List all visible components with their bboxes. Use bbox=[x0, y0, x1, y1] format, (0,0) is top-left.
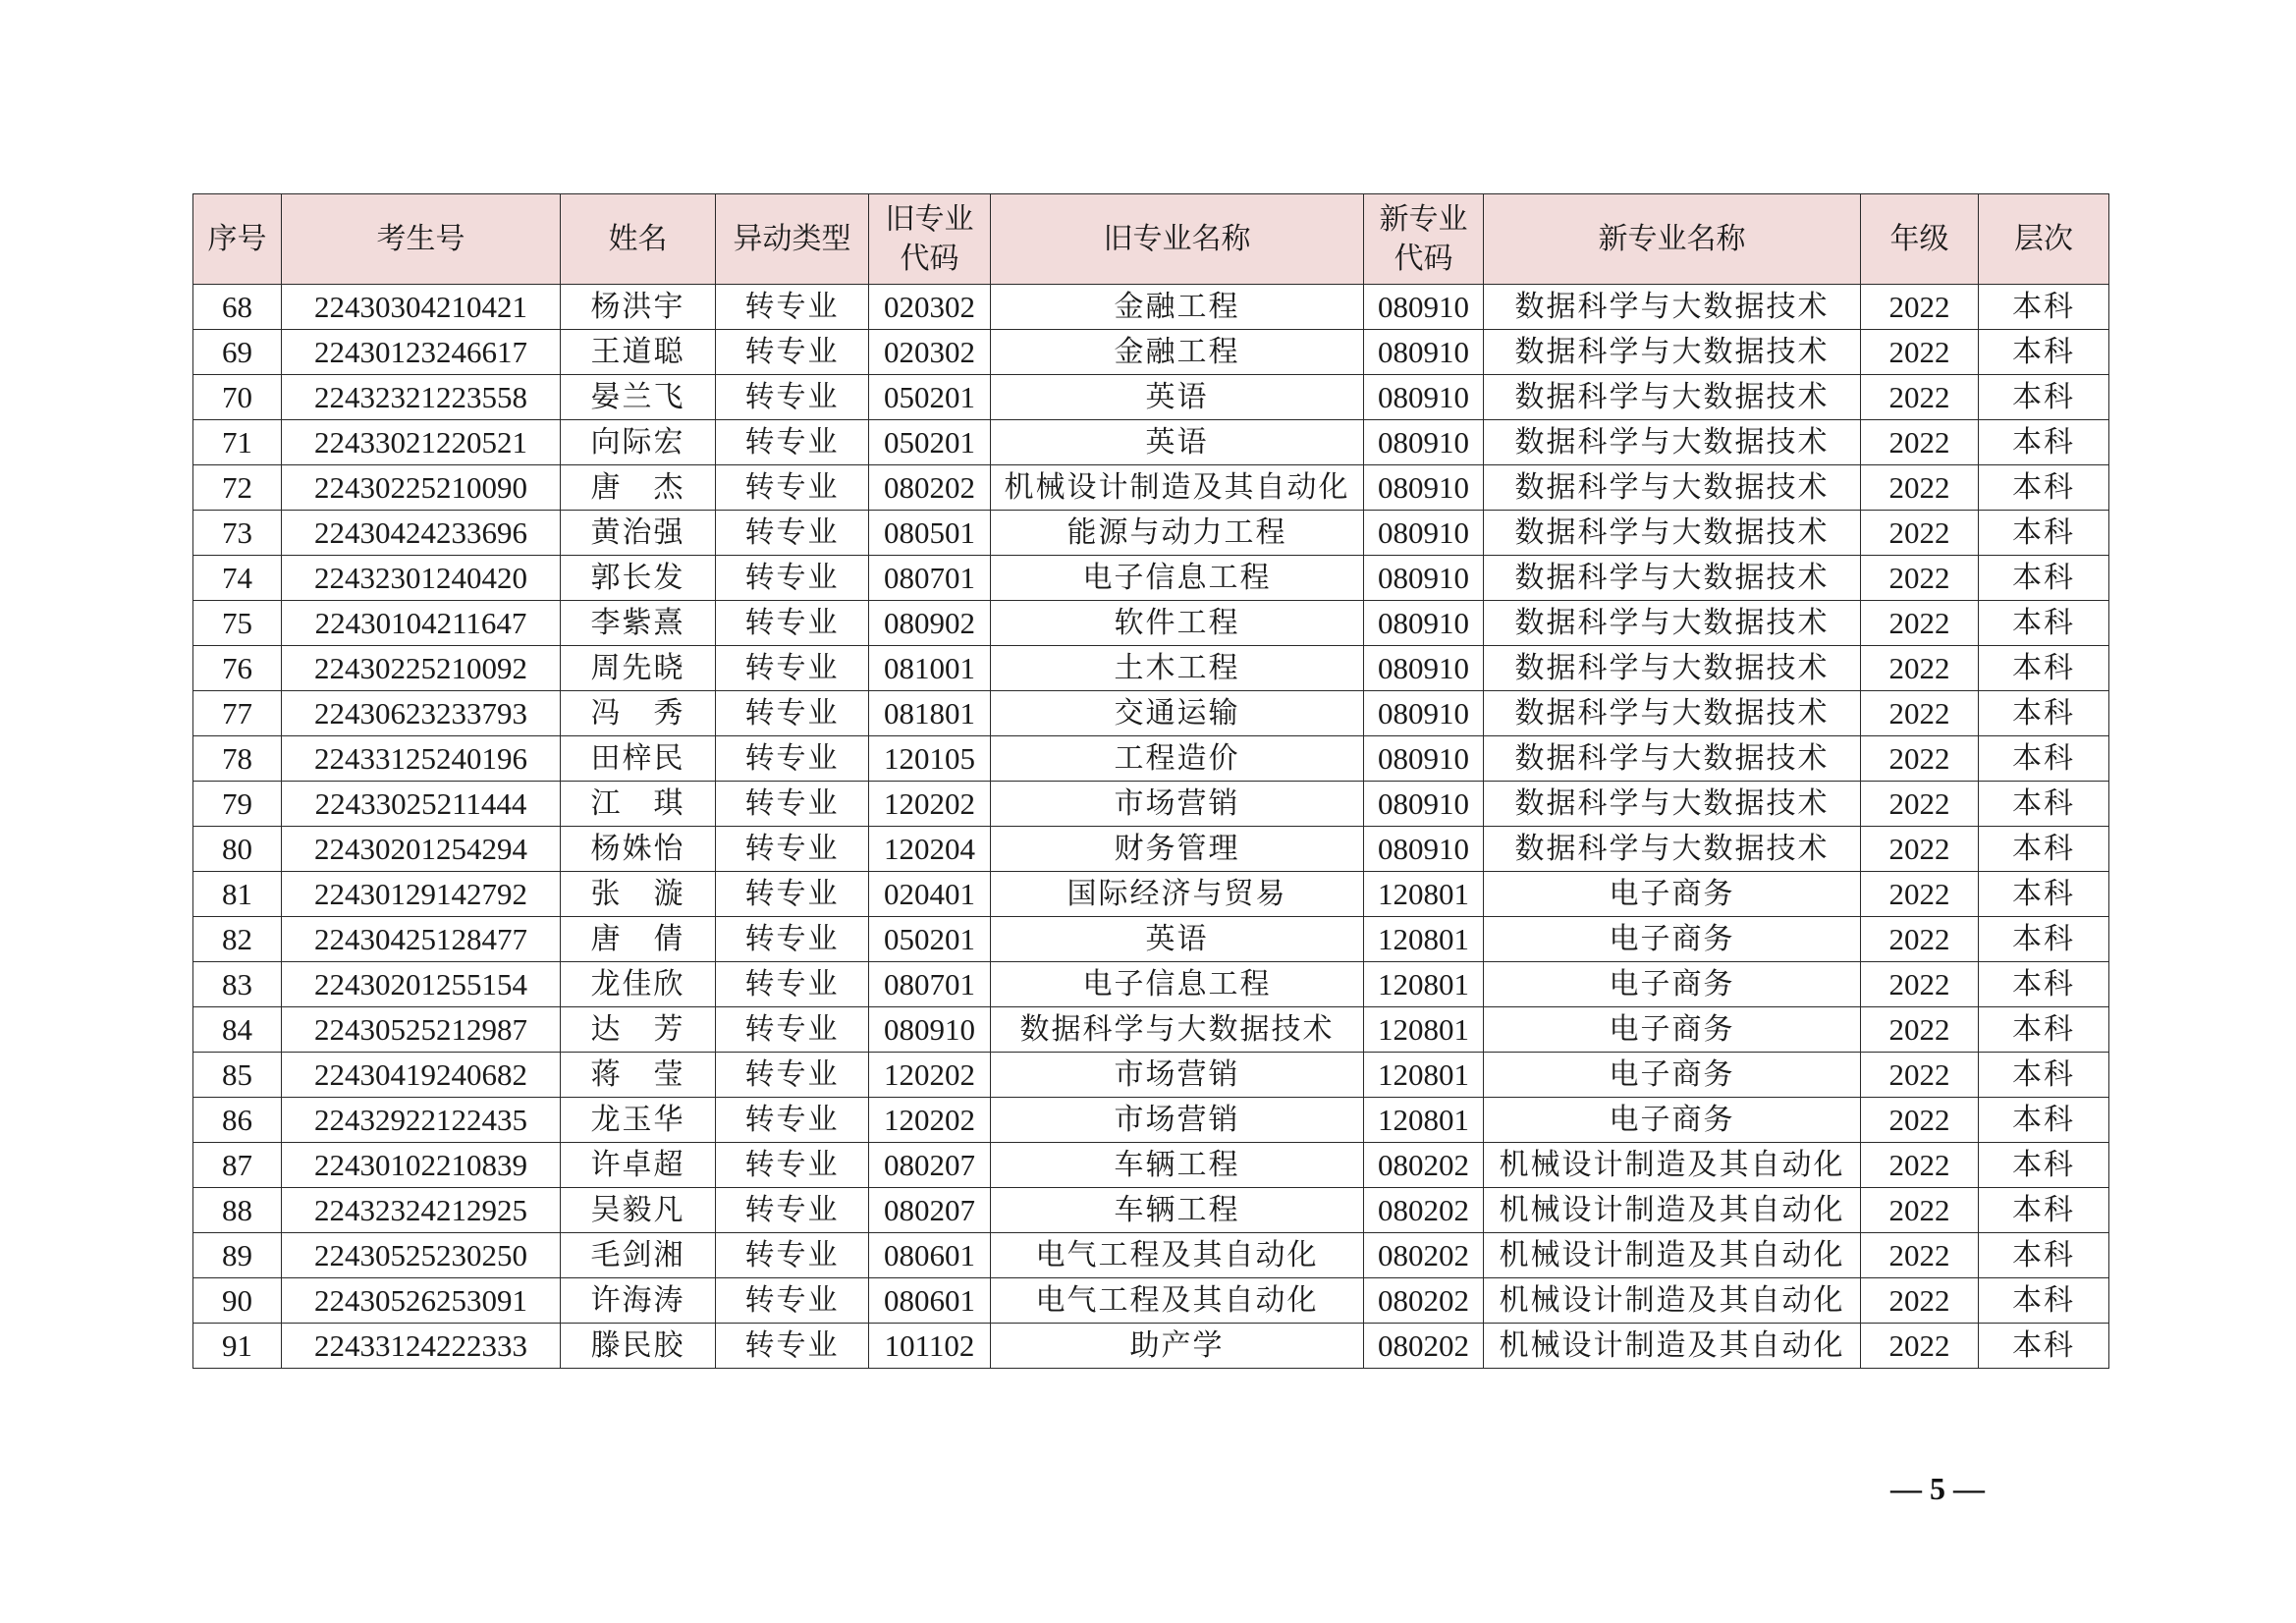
cell-name: 蒋 莹 bbox=[561, 1053, 716, 1098]
cell-level: 本科 bbox=[1979, 1098, 2109, 1143]
cell-seq: 89 bbox=[193, 1233, 282, 1278]
table-row bbox=[193, 782, 2109, 827]
cell-old-name: 机械设计制造及其自动化 bbox=[991, 465, 1364, 511]
cell-name: 杨洪宇 bbox=[561, 285, 716, 330]
table-row bbox=[193, 420, 2109, 465]
cell-name: 田梓民 bbox=[561, 736, 716, 782]
cell-grade: 2022 bbox=[1861, 330, 1979, 375]
cell-grade: 2022 bbox=[1861, 601, 1979, 646]
cell-level: 本科 bbox=[1979, 1278, 2109, 1324]
cell-seq: 86 bbox=[193, 1098, 282, 1143]
cell-new-name: 电子商务 bbox=[1484, 872, 1861, 917]
header-old-code: 旧专业 代码 bbox=[869, 194, 991, 285]
cell-change-type: 转专业 bbox=[716, 1007, 869, 1053]
cell-change-type: 转专业 bbox=[716, 1143, 869, 1188]
cell-grade: 2022 bbox=[1861, 782, 1979, 827]
header-new-code: 新专业 代码 bbox=[1364, 194, 1484, 285]
cell-old-code: 120204 bbox=[869, 827, 991, 872]
cell-new-code: 120801 bbox=[1364, 1053, 1484, 1098]
cell-old-name: 助产学 bbox=[991, 1324, 1364, 1369]
cell-name: 杨姝怡 bbox=[561, 827, 716, 872]
cell-level: 本科 bbox=[1979, 827, 2109, 872]
cell-old-name: 英语 bbox=[991, 917, 1364, 962]
cell-change-type: 转专业 bbox=[716, 691, 869, 736]
header-seq: 序号 bbox=[193, 194, 282, 285]
cell-change-type: 转专业 bbox=[716, 1278, 869, 1324]
cell-level: 本科 bbox=[1979, 511, 2109, 556]
cell-exam-no: 22430104211647 bbox=[282, 601, 561, 646]
cell-change-type: 转专业 bbox=[716, 872, 869, 917]
table-row bbox=[193, 556, 2109, 601]
cell-old-name: 电气工程及其自动化 bbox=[991, 1278, 1364, 1324]
table-body bbox=[193, 285, 2109, 1369]
cell-grade: 2022 bbox=[1861, 1278, 1979, 1324]
cell-grade: 2022 bbox=[1861, 691, 1979, 736]
cell-change-type: 转专业 bbox=[716, 511, 869, 556]
cell-old-name: 市场营销 bbox=[991, 782, 1364, 827]
cell-new-name: 电子商务 bbox=[1484, 962, 1861, 1007]
table-row bbox=[193, 962, 2109, 1007]
cell-grade: 2022 bbox=[1861, 1053, 1979, 1098]
cell-exam-no: 22430225210090 bbox=[282, 465, 561, 511]
cell-old-name: 财务管理 bbox=[991, 827, 1364, 872]
cell-new-code: 080202 bbox=[1364, 1278, 1484, 1324]
cell-level: 本科 bbox=[1979, 375, 2109, 420]
cell-new-code: 080202 bbox=[1364, 1233, 1484, 1278]
cell-level: 本科 bbox=[1979, 782, 2109, 827]
cell-new-code: 080910 bbox=[1364, 511, 1484, 556]
cell-new-code: 080910 bbox=[1364, 556, 1484, 601]
cell-old-code: 081801 bbox=[869, 691, 991, 736]
cell-name: 唐 杰 bbox=[561, 465, 716, 511]
header-old-name: 旧专业名称 bbox=[991, 194, 1364, 285]
cell-old-code: 120105 bbox=[869, 736, 991, 782]
cell-name: 许海涛 bbox=[561, 1278, 716, 1324]
header-level: 层次 bbox=[1979, 194, 2109, 285]
table-row bbox=[193, 1324, 2109, 1369]
cell-grade: 2022 bbox=[1861, 646, 1979, 691]
cell-change-type: 转专业 bbox=[716, 917, 869, 962]
cell-name: 滕民胶 bbox=[561, 1324, 716, 1369]
cell-name: 龙玉华 bbox=[561, 1098, 716, 1143]
table-row bbox=[193, 872, 2109, 917]
cell-level: 本科 bbox=[1979, 465, 2109, 511]
cell-name: 龙佳欣 bbox=[561, 962, 716, 1007]
cell-grade: 2022 bbox=[1861, 511, 1979, 556]
cell-old-code: 080601 bbox=[869, 1278, 991, 1324]
cell-new-name: 数据科学与大数据技术 bbox=[1484, 285, 1861, 330]
cell-name: 郭长发 bbox=[561, 556, 716, 601]
cell-grade: 2022 bbox=[1861, 736, 1979, 782]
cell-new-name: 数据科学与大数据技术 bbox=[1484, 330, 1861, 375]
table-row bbox=[193, 601, 2109, 646]
cell-old-name: 英语 bbox=[991, 375, 1364, 420]
cell-seq: 75 bbox=[193, 601, 282, 646]
cell-name: 王道聪 bbox=[561, 330, 716, 375]
cell-grade: 2022 bbox=[1861, 872, 1979, 917]
table-row bbox=[193, 465, 2109, 511]
cell-name: 李紫熹 bbox=[561, 601, 716, 646]
table-row bbox=[193, 1143, 2109, 1188]
cell-change-type: 转专业 bbox=[716, 375, 869, 420]
cell-grade: 2022 bbox=[1861, 1188, 1979, 1233]
table-row bbox=[193, 1188, 2109, 1233]
cell-name: 黄治强 bbox=[561, 511, 716, 556]
cell-exam-no: 22430425128477 bbox=[282, 917, 561, 962]
cell-new-code: 120801 bbox=[1364, 917, 1484, 962]
cell-level: 本科 bbox=[1979, 1233, 2109, 1278]
table-row bbox=[193, 1233, 2109, 1278]
cell-seq: 85 bbox=[193, 1053, 282, 1098]
cell-exam-no: 22432321223558 bbox=[282, 375, 561, 420]
cell-exam-no: 22430123246617 bbox=[282, 330, 561, 375]
cell-exam-no: 22430424233696 bbox=[282, 511, 561, 556]
cell-change-type: 转专业 bbox=[716, 1098, 869, 1143]
table-row bbox=[193, 691, 2109, 736]
cell-level: 本科 bbox=[1979, 646, 2109, 691]
cell-change-type: 转专业 bbox=[716, 601, 869, 646]
cell-new-code: 120801 bbox=[1364, 1098, 1484, 1143]
cell-exam-no: 22430623233793 bbox=[282, 691, 561, 736]
table-row bbox=[193, 736, 2109, 782]
cell-level: 本科 bbox=[1979, 917, 2109, 962]
cell-new-name: 数据科学与大数据技术 bbox=[1484, 375, 1861, 420]
cell-old-name: 电气工程及其自动化 bbox=[991, 1233, 1364, 1278]
cell-seq: 69 bbox=[193, 330, 282, 375]
cell-change-type: 转专业 bbox=[716, 782, 869, 827]
cell-name: 晏兰飞 bbox=[561, 375, 716, 420]
cell-old-name: 英语 bbox=[991, 420, 1364, 465]
table-row bbox=[193, 285, 2109, 330]
cell-new-name: 数据科学与大数据技术 bbox=[1484, 736, 1861, 782]
cell-grade: 2022 bbox=[1861, 1324, 1979, 1369]
cell-old-code: 120202 bbox=[869, 782, 991, 827]
cell-old-name: 市场营销 bbox=[991, 1098, 1364, 1143]
cell-old-name: 交通运输 bbox=[991, 691, 1364, 736]
cell-seq: 84 bbox=[193, 1007, 282, 1053]
cell-old-name: 金融工程 bbox=[991, 285, 1364, 330]
cell-old-code: 080902 bbox=[869, 601, 991, 646]
cell-change-type: 转专业 bbox=[716, 330, 869, 375]
cell-exam-no: 22430304210421 bbox=[282, 285, 561, 330]
cell-seq: 79 bbox=[193, 782, 282, 827]
cell-old-name: 车辆工程 bbox=[991, 1143, 1364, 1188]
cell-old-name: 金融工程 bbox=[991, 330, 1364, 375]
page-number: — 5 — bbox=[1890, 1471, 1985, 1506]
cell-seq: 76 bbox=[193, 646, 282, 691]
cell-new-code: 080910 bbox=[1364, 691, 1484, 736]
cell-new-name: 机械设计制造及其自动化 bbox=[1484, 1278, 1861, 1324]
cell-exam-no: 22433021220521 bbox=[282, 420, 561, 465]
cell-level: 本科 bbox=[1979, 556, 2109, 601]
cell-old-code: 020302 bbox=[869, 330, 991, 375]
cell-new-name: 电子商务 bbox=[1484, 1007, 1861, 1053]
cell-exam-no: 22430526253091 bbox=[282, 1278, 561, 1324]
cell-new-code: 120801 bbox=[1364, 872, 1484, 917]
cell-old-code: 101102 bbox=[869, 1324, 991, 1369]
cell-seq: 83 bbox=[193, 962, 282, 1007]
cell-grade: 2022 bbox=[1861, 1007, 1979, 1053]
cell-seq: 72 bbox=[193, 465, 282, 511]
cell-level: 本科 bbox=[1979, 420, 2109, 465]
cell-exam-no: 22433125240196 bbox=[282, 736, 561, 782]
cell-name: 达 芳 bbox=[561, 1007, 716, 1053]
cell-exam-no: 22433124222333 bbox=[282, 1324, 561, 1369]
cell-level: 本科 bbox=[1979, 736, 2109, 782]
cell-old-name: 电子信息工程 bbox=[991, 962, 1364, 1007]
cell-new-name: 机械设计制造及其自动化 bbox=[1484, 1233, 1861, 1278]
header-new-name: 新专业名称 bbox=[1484, 194, 1861, 285]
cell-grade: 2022 bbox=[1861, 962, 1979, 1007]
cell-new-code: 080910 bbox=[1364, 285, 1484, 330]
cell-name: 吴毅凡 bbox=[561, 1188, 716, 1233]
cell-old-code: 080601 bbox=[869, 1233, 991, 1278]
cell-new-name: 数据科学与大数据技术 bbox=[1484, 691, 1861, 736]
cell-grade: 2022 bbox=[1861, 1098, 1979, 1143]
cell-new-code: 080910 bbox=[1364, 601, 1484, 646]
table-row bbox=[193, 1053, 2109, 1098]
cell-new-code: 120801 bbox=[1364, 1007, 1484, 1053]
cell-seq: 81 bbox=[193, 872, 282, 917]
cell-grade: 2022 bbox=[1861, 420, 1979, 465]
cell-exam-no: 22432922122435 bbox=[282, 1098, 561, 1143]
cell-old-name: 数据科学与大数据技术 bbox=[991, 1007, 1364, 1053]
cell-seq: 88 bbox=[193, 1188, 282, 1233]
cell-old-code: 120202 bbox=[869, 1098, 991, 1143]
table-row bbox=[193, 330, 2109, 375]
cell-level: 本科 bbox=[1979, 285, 2109, 330]
cell-exam-no: 22430419240682 bbox=[282, 1053, 561, 1098]
cell-old-code: 050201 bbox=[869, 375, 991, 420]
cell-change-type: 转专业 bbox=[716, 465, 869, 511]
table-row bbox=[193, 1278, 2109, 1324]
cell-name: 向际宏 bbox=[561, 420, 716, 465]
cell-new-name: 机械设计制造及其自动化 bbox=[1484, 1324, 1861, 1369]
cell-level: 本科 bbox=[1979, 1188, 2109, 1233]
cell-level: 本科 bbox=[1979, 1053, 2109, 1098]
cell-old-code: 080701 bbox=[869, 962, 991, 1007]
table-row bbox=[193, 1007, 2109, 1053]
cell-exam-no: 22430225210092 bbox=[282, 646, 561, 691]
table-row bbox=[193, 646, 2109, 691]
cell-old-name: 能源与动力工程 bbox=[991, 511, 1364, 556]
cell-new-name: 数据科学与大数据技术 bbox=[1484, 827, 1861, 872]
cell-new-code: 080202 bbox=[1364, 1188, 1484, 1233]
cell-exam-no: 22430201255154 bbox=[282, 962, 561, 1007]
cell-new-code: 080910 bbox=[1364, 736, 1484, 782]
cell-change-type: 转专业 bbox=[716, 420, 869, 465]
cell-change-type: 转专业 bbox=[716, 962, 869, 1007]
cell-name: 唐 倩 bbox=[561, 917, 716, 962]
cell-new-name: 数据科学与大数据技术 bbox=[1484, 420, 1861, 465]
cell-new-code: 080910 bbox=[1364, 420, 1484, 465]
cell-old-code: 080701 bbox=[869, 556, 991, 601]
cell-new-code: 080910 bbox=[1364, 330, 1484, 375]
cell-new-name: 数据科学与大数据技术 bbox=[1484, 556, 1861, 601]
cell-old-name: 国际经济与贸易 bbox=[991, 872, 1364, 917]
cell-grade: 2022 bbox=[1861, 1143, 1979, 1188]
cell-change-type: 转专业 bbox=[716, 1188, 869, 1233]
cell-level: 本科 bbox=[1979, 330, 2109, 375]
cell-exam-no: 22432301240420 bbox=[282, 556, 561, 601]
cell-change-type: 转专业 bbox=[716, 1053, 869, 1098]
cell-exam-no: 22433025211444 bbox=[282, 782, 561, 827]
cell-new-name: 数据科学与大数据技术 bbox=[1484, 601, 1861, 646]
cell-old-name: 工程造价 bbox=[991, 736, 1364, 782]
cell-name: 江 琪 bbox=[561, 782, 716, 827]
cell-seq: 78 bbox=[193, 736, 282, 782]
cell-old-name: 软件工程 bbox=[991, 601, 1364, 646]
cell-exam-no: 22430129142792 bbox=[282, 872, 561, 917]
cell-old-code: 081001 bbox=[869, 646, 991, 691]
cell-old-code: 080207 bbox=[869, 1188, 991, 1233]
cell-old-code: 080202 bbox=[869, 465, 991, 511]
cell-level: 本科 bbox=[1979, 601, 2109, 646]
cell-change-type: 转专业 bbox=[716, 736, 869, 782]
cell-seq: 70 bbox=[193, 375, 282, 420]
cell-grade: 2022 bbox=[1861, 556, 1979, 601]
cell-name: 张 漩 bbox=[561, 872, 716, 917]
cell-new-name: 数据科学与大数据技术 bbox=[1484, 782, 1861, 827]
cell-grade: 2022 bbox=[1861, 465, 1979, 511]
cell-name: 冯 秀 bbox=[561, 691, 716, 736]
cell-level: 本科 bbox=[1979, 1007, 2109, 1053]
cell-new-code: 080910 bbox=[1364, 646, 1484, 691]
cell-new-code: 080910 bbox=[1364, 465, 1484, 511]
cell-name: 毛剑湘 bbox=[561, 1233, 716, 1278]
cell-grade: 2022 bbox=[1861, 827, 1979, 872]
cell-change-type: 转专业 bbox=[716, 827, 869, 872]
cell-change-type: 转专业 bbox=[716, 285, 869, 330]
cell-level: 本科 bbox=[1979, 1324, 2109, 1369]
table-header bbox=[193, 194, 2109, 285]
cell-level: 本科 bbox=[1979, 1143, 2109, 1188]
cell-new-name: 电子商务 bbox=[1484, 1098, 1861, 1143]
cell-change-type: 转专业 bbox=[716, 1324, 869, 1369]
cell-name: 许卓超 bbox=[561, 1143, 716, 1188]
cell-new-code: 080910 bbox=[1364, 782, 1484, 827]
cell-seq: 90 bbox=[193, 1278, 282, 1324]
cell-seq: 77 bbox=[193, 691, 282, 736]
cell-level: 本科 bbox=[1979, 962, 2109, 1007]
cell-old-code: 020302 bbox=[869, 285, 991, 330]
cell-old-code: 080501 bbox=[869, 511, 991, 556]
cell-old-code: 080207 bbox=[869, 1143, 991, 1188]
cell-old-code: 050201 bbox=[869, 917, 991, 962]
cell-change-type: 转专业 bbox=[716, 556, 869, 601]
table-row bbox=[193, 511, 2109, 556]
cell-old-name: 车辆工程 bbox=[991, 1188, 1364, 1233]
cell-seq: 91 bbox=[193, 1324, 282, 1369]
table-row bbox=[193, 917, 2109, 962]
cell-seq: 87 bbox=[193, 1143, 282, 1188]
cell-seq: 82 bbox=[193, 917, 282, 962]
cell-change-type: 转专业 bbox=[716, 1233, 869, 1278]
cell-new-name: 数据科学与大数据技术 bbox=[1484, 465, 1861, 511]
cell-old-name: 电子信息工程 bbox=[991, 556, 1364, 601]
cell-grade: 2022 bbox=[1861, 917, 1979, 962]
cell-old-code: 020401 bbox=[869, 872, 991, 917]
header-name: 姓名 bbox=[561, 194, 716, 285]
cell-old-code: 080910 bbox=[869, 1007, 991, 1053]
cell-new-code: 080202 bbox=[1364, 1324, 1484, 1369]
cell-exam-no: 22430525212987 bbox=[282, 1007, 561, 1053]
cell-old-code: 120202 bbox=[869, 1053, 991, 1098]
cell-new-name: 数据科学与大数据技术 bbox=[1484, 646, 1861, 691]
header-change-type: 异动类型 bbox=[716, 194, 869, 285]
cell-exam-no: 22430102210839 bbox=[282, 1143, 561, 1188]
cell-new-code: 080202 bbox=[1364, 1143, 1484, 1188]
cell-exam-no: 22432324212925 bbox=[282, 1188, 561, 1233]
header-exam-no: 考生号 bbox=[282, 194, 561, 285]
cell-level: 本科 bbox=[1979, 872, 2109, 917]
cell-new-name: 机械设计制造及其自动化 bbox=[1484, 1188, 1861, 1233]
student-transfer-table bbox=[192, 193, 2109, 1369]
cell-seq: 68 bbox=[193, 285, 282, 330]
cell-new-name: 机械设计制造及其自动化 bbox=[1484, 1143, 1861, 1188]
header-grade: 年级 bbox=[1861, 194, 1979, 285]
cell-seq: 80 bbox=[193, 827, 282, 872]
cell-new-name: 电子商务 bbox=[1484, 1053, 1861, 1098]
cell-grade: 2022 bbox=[1861, 1233, 1979, 1278]
cell-new-code: 080910 bbox=[1364, 375, 1484, 420]
cell-new-name: 数据科学与大数据技术 bbox=[1484, 511, 1861, 556]
cell-old-name: 土木工程 bbox=[991, 646, 1364, 691]
cell-seq: 74 bbox=[193, 556, 282, 601]
cell-new-name: 电子商务 bbox=[1484, 917, 1861, 962]
cell-name: 周先晓 bbox=[561, 646, 716, 691]
cell-grade: 2022 bbox=[1861, 285, 1979, 330]
cell-seq: 71 bbox=[193, 420, 282, 465]
cell-grade: 2022 bbox=[1861, 375, 1979, 420]
table-row bbox=[193, 1098, 2109, 1143]
cell-change-type: 转专业 bbox=[716, 646, 869, 691]
cell-level: 本科 bbox=[1979, 691, 2109, 736]
cell-exam-no: 22430201254294 bbox=[282, 827, 561, 872]
table-row bbox=[193, 375, 2109, 420]
cell-old-name: 市场营销 bbox=[991, 1053, 1364, 1098]
cell-exam-no: 22430525230250 bbox=[282, 1233, 561, 1278]
header-row bbox=[193, 194, 2109, 285]
cell-new-code: 080910 bbox=[1364, 827, 1484, 872]
cell-new-code: 120801 bbox=[1364, 962, 1484, 1007]
cell-old-code: 050201 bbox=[869, 420, 991, 465]
table-row bbox=[193, 827, 2109, 872]
cell-seq: 73 bbox=[193, 511, 282, 556]
